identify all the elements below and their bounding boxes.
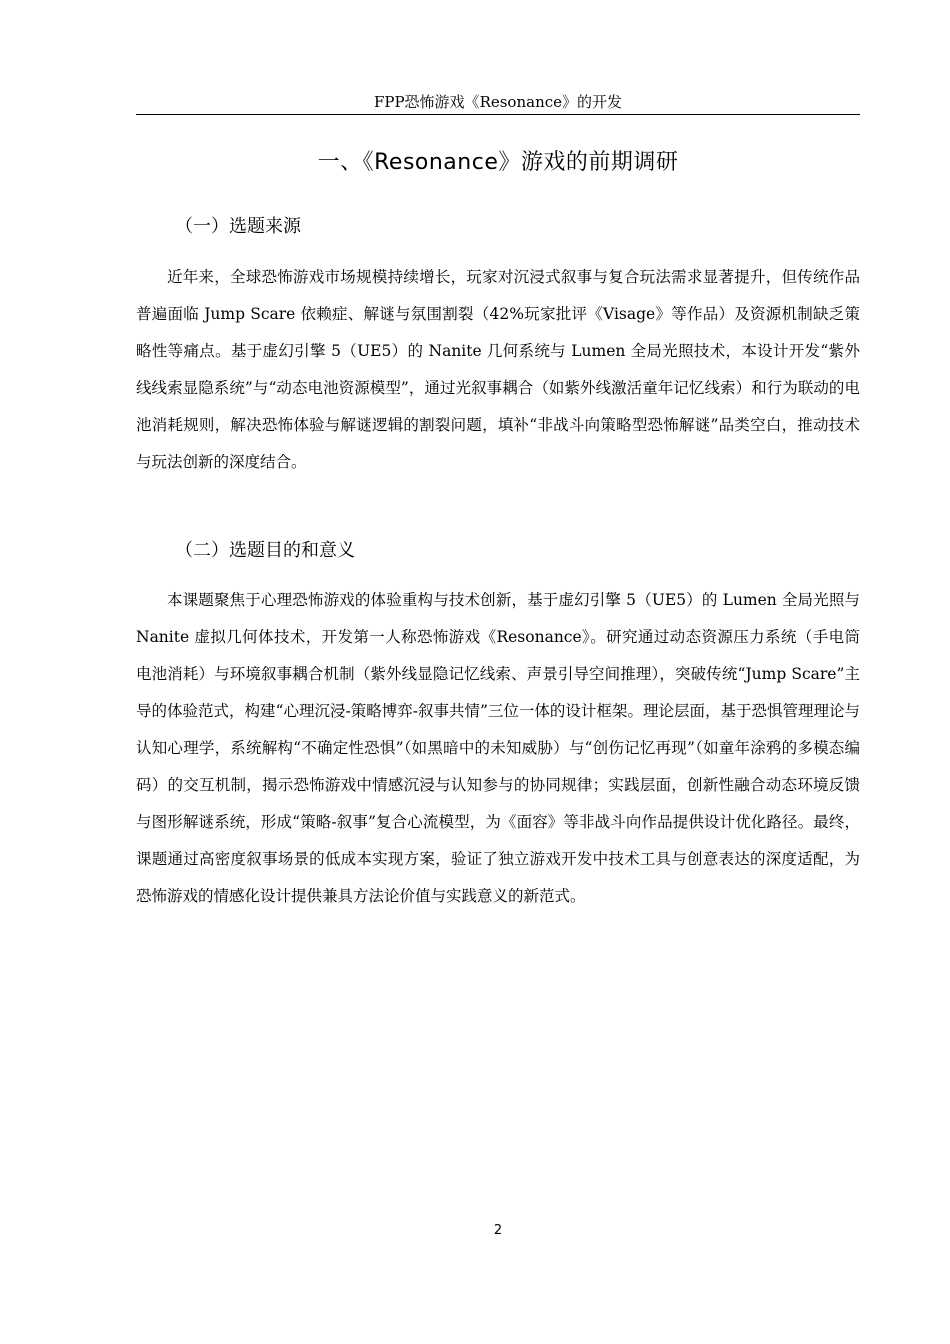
page-number: 2	[493, 1223, 503, 1238]
chapter-title: 一、《Resonance》游戏的前期调研	[317, 150, 679, 175]
section-heading-purpose-significance: （二）选题目的和意义	[175, 540, 355, 561]
paragraph-purpose-significance: 本课题聚焦于心理恐怖游戏的体验重构与技术创新，基于虚幻引擎 5（UE5）的 Lumen 全局光照与 Nanite 虚拟几何体技术，开发第一人称恐怖游戏《Resonance》。研究通过动态资源压力系统（手电筒电池消耗）与环境叙事耦合机制（紫外线显隐记忆线索、声景引导空间推理），突破传统“Jump Scare”主导的体验范式，构建“心理沉浸-策略博弈-叙事共情”三位一体的设计框架。理论层面，基于恐惧管理理论与认知心理学，系统解构“不确定性恐惧”（如黑暗中的未知威胁）与“创伤记忆再现”（如童年涂鸦的多模态编码）的交互机制，揭示恐怖游戏中情感沉浸与认知参与的协同规律；实践层面，创新性融合动态环境反馈与图形解谜系统，形成“策略-叙事”复合心流模型，为《面容》等非战斗向作品提供设计优化路径。最终，课题通过高密度叙事场景的低成本实现方案，验证了独立游戏开发中技术工具与创意表达的深度适配，为恐怖游戏的情感化设计提供兼具方法论价值与实践意义的新范式。	[136, 591, 860, 905]
paragraph-topic-source: 近年来，全球恐怖游戏市场规模持续增长，玩家对沉浸式叙事与复合玩法需求显著提升，但传统作品普遍面临 Jump Scare 依赖症、解谜与氛围割裂（42%玩家批评《Visage》等作品）及资源机制缺乏策略性等痛点。基于虚幻引擎 5（UE5）的 Nanite 几何系统与 Lumen 全局光照技术，本设计开发“紫外线线索显隐系统”与“动态电池资源模型”，通过光叙事耦合（如紫外线激活童年记忆线索）和行为联动的电池消耗规则，解决恐怖体验与解谜逻辑的割裂问题，填补“非战斗向策略型恐怖解谜”品类空白，推动技术与玩法创新的深度结合。	[136, 268, 860, 471]
section-heading-topic-source: （一）选题来源	[175, 216, 301, 237]
running-header: FPP恐怖游戏《Resonance》的开发	[136, 92, 860, 115]
